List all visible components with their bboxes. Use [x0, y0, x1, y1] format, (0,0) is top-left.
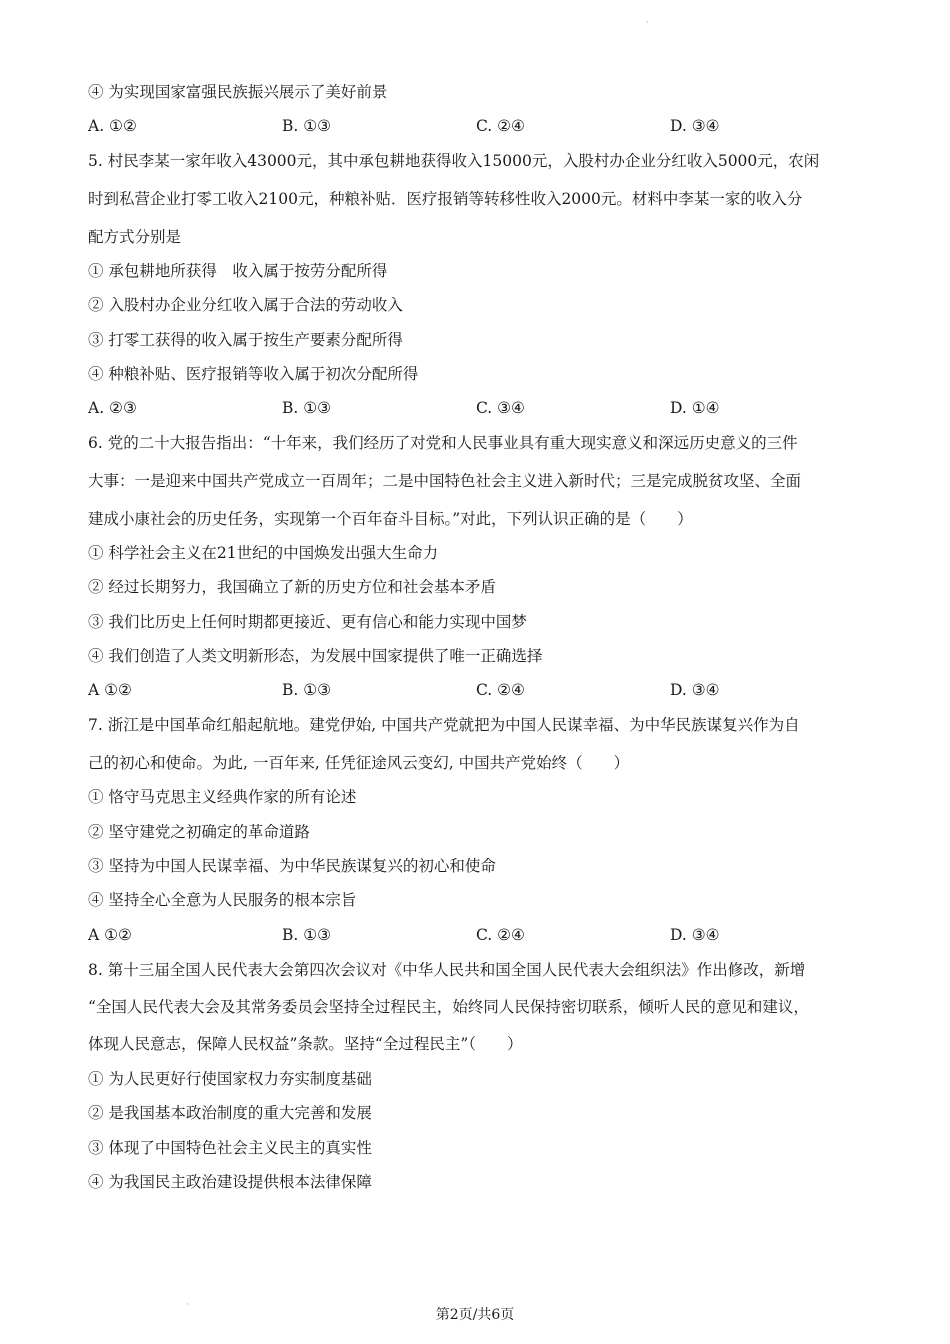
q7-options	[88, 925, 878, 945]
q4-option-c: C. ②④	[476, 117, 525, 135]
q6-choice-3: ③ 我们比历史上任何时期都更接近、更有信心和能力实现中国梦	[88, 613, 527, 631]
q5-stem-line-3: 配方式分别是	[88, 228, 182, 246]
q8-stem-line-3: 体现人民意志，保障人民权益”条款。坚持“全过程民主”（ ）	[88, 1035, 523, 1053]
q6-choice-1: ① 科学社会主义在21世纪的中国焕发出强大生命力	[88, 544, 439, 562]
q6-stem-line-1: 6. 党的二十大报告指出：“十年来，我们经历了对党和人民事业具有重大现实意义和深远历史意义的三件	[88, 434, 798, 452]
q7-stem-line-2: 己的初心和使命。为此, 一百年来, 任凭征途风云变幻, 中国共产党始终（ ）	[88, 754, 630, 772]
corner-mark: ·	[186, 1300, 189, 1309]
q8-stem-line-2: “全国人民代表大会及其常务委员会坚持全过程民主，始终同人民保持密切联系，倾听人民的意见和建议，	[88, 998, 809, 1016]
q7-option-d: D. ③④	[670, 926, 720, 944]
q5-choice-4: ④ 种粮补贴、医疗报销等收入属于初次分配所得	[88, 365, 419, 383]
q6-option-c: C. ②④	[476, 681, 525, 699]
q7-choice-2: ② 坚守建党之初确定的革命道路	[88, 823, 310, 841]
q4-choice-4: ④ 为实现国家富强民族振兴展示了美好前景	[88, 83, 388, 101]
q6-options	[88, 680, 878, 700]
q7-option-b: B. ①③	[282, 926, 332, 944]
q6-option-d: D. ③④	[670, 681, 720, 699]
q8-choice-1: ① 为人民更好行使国家权力夯实制度基础	[88, 1070, 372, 1088]
q6-stem-line-3: 建成小康社会的历史任务，实现第一个百年奋斗目标。”对此，下列认识正确的是（ ）	[88, 510, 693, 528]
q7-choice-1: ① 恪守马克思主义经典作家的所有论述	[88, 788, 357, 806]
q7-stem-line-1: 7. 浙江是中国革命红船起航地。建党伊始, 中国共产党就把为中国人民谋幸福、为中华民族谋复兴作为自	[88, 716, 800, 734]
q7-option-a: A ①②	[88, 926, 132, 944]
q8-choice-3: ③ 体现了中国特色社会主义民主的真实性	[88, 1139, 372, 1157]
q5-choice-2: ② 入股村办企业分红收入属于合法的劳动收入	[88, 296, 403, 314]
q8-stem-line-1: 8. 第十三届全国人民代表大会第四次会议对《中华人民共和国全国人民代表大会组织法》作出修改，新增	[88, 961, 806, 979]
q4-option-a: A. ①②	[88, 117, 137, 135]
q5-stem-line-1: 5. 村民李某一家年收入43000元，其中承包耕地获得收入15000元，入股村办企业分红收入5000元，农闲	[88, 152, 820, 170]
q6-stem-line-2: 大事：一是迎来中国共产党成立一百周年；二是中国特色社会主义进入新时代；三是完成脱贫攻坚、全面	[88, 472, 802, 490]
q4-option-d: D. ③④	[670, 117, 720, 135]
q4-option-b: B. ①③	[282, 117, 332, 135]
q7-option-c: C. ②④	[476, 926, 525, 944]
q5-option-c: C. ③④	[476, 399, 525, 417]
q8-choice-4: ④ 为我国民主政治建设提供根本法律保障	[88, 1173, 372, 1191]
q6-option-b: B. ①③	[282, 681, 332, 699]
q5-option-d: D. ①④	[670, 399, 720, 417]
q5-choice-1: ① 承包耕地所获得 收入属于按劳分配所得	[88, 262, 388, 280]
q6-choice-4: ④ 我们创造了人类文明新形态，为发展中国家提供了唯一正确选择	[88, 647, 543, 665]
q5-choice-3: ③ 打零工获得的收入属于按生产要素分配所得	[88, 331, 403, 349]
q6-option-a: A ①②	[88, 681, 132, 699]
q7-choice-3: ③ 坚持为中国人民谋幸福、为中华民族谋复兴的初心和使命	[88, 857, 496, 875]
q5-option-b: B. ①③	[282, 399, 332, 417]
corner-mark: ·	[646, 18, 649, 27]
q7-choice-4: ④ 坚持全心全意为人民服务的根本宗旨	[88, 891, 357, 909]
q6-choice-2: ② 经过长期努力，我国确立了新的历史方位和社会基本矛盾	[88, 578, 496, 596]
q5-stem-line-2: 时到私营企业打零工收入2100元，种粮补贴．医疗报销等转移性收入2000元。材料中李某一家的收入分	[88, 190, 803, 208]
q5-option-a: A. ②③	[88, 399, 137, 417]
q8-choice-2: ② 是我国基本政治制度的重大完善和发展	[88, 1104, 372, 1122]
page-number: 第2页/共6页	[435, 1307, 515, 1323]
q4-options	[88, 116, 878, 136]
q5-options	[88, 398, 878, 418]
